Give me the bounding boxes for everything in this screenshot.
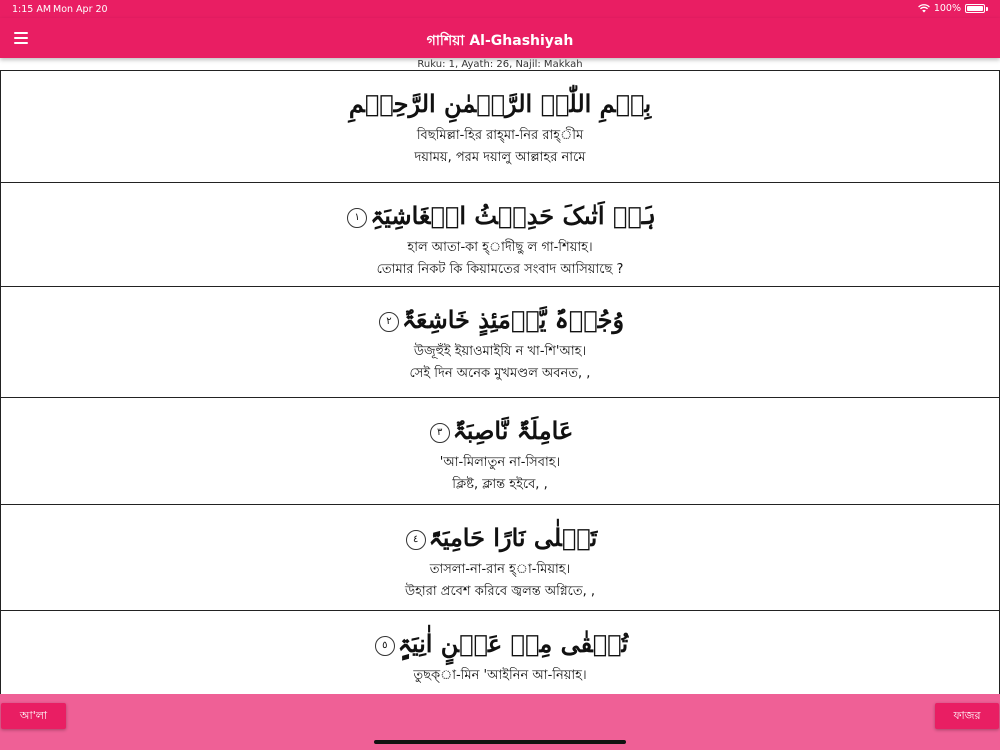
meaning: দয়াময়, পরম দয়ালু আল্লাহর নামে [414, 150, 586, 165]
arabic-text: تُسۡقٰی مِنۡ عَیۡنٍ اٰنِیَۃٍ٥ [1, 611, 999, 659]
next-surah-button[interactable]: ফাজর [935, 703, 999, 729]
status-time: 1:15 AM [12, 4, 52, 15]
battery-icon [965, 4, 985, 13]
surah-info: Ruku: 1, Ayath: 26, Najil: Makkah [417, 59, 583, 70]
meaning: তোমার নিকট কি কিয়ামতের সংবাদ আসিয়াছে ? [376, 262, 624, 277]
meaning: ক্লিষ্ট, ক্লান্ত হইবে, , [452, 477, 548, 492]
battery-percent: 100% [933, 3, 961, 14]
transliteration: 'আ-মিলাতুন না-সিবাহ। [439, 455, 561, 470]
transliteration: তাসলা-না-রান হ্‌া-মিয়াহ। [429, 562, 571, 577]
transliteration: হাল আতা-কা হ্‌াদীছু ল গা-শিয়াহ। [407, 240, 593, 255]
transliteration: বিছমিল্লা-হির রাহ্‌মা-নির রাহ্‌ীম [416, 128, 584, 143]
ayah-card[interactable] [0, 397, 1000, 504]
arabic-text: ہَلۡ اَتٰىکَ حَدِیۡثُ الۡغَاشِیَۃِ١ [1, 183, 999, 231]
previous-surah-button[interactable]: আ'লা [1, 703, 66, 729]
home-indicator[interactable] [374, 740, 626, 744]
arabic-text: تَصۡلٰی نَارًا حَامِیَۃً٤ [1, 505, 999, 553]
arabic-text: عَامِلَۃٌ نَّاصِبَۃٌ٣ [1, 398, 999, 446]
app-bar [0, 18, 1000, 58]
page-title: গাশিয়া Al-Ghashiyah [426, 33, 574, 49]
status-date: Mon Apr 20 [53, 4, 108, 15]
status-right [918, 3, 988, 14]
status-bar [0, 0, 1000, 18]
transliteration: তুছক্‌া-মিন 'আইনিন আ-নিয়াহ। [413, 668, 587, 683]
battery-tip [986, 7, 988, 11]
meaning [1, 687, 999, 694]
ayah-card[interactable] [0, 286, 1000, 397]
meaning: সেই দিন অনেক মুখমণ্ডল অবনত, , [409, 366, 591, 381]
ayah-end-icon: ١ [347, 208, 367, 228]
ayah-card[interactable] [0, 182, 1000, 286]
ayah-end-icon: ٤ [406, 530, 426, 550]
ayah-end-icon: ٥ [375, 636, 395, 656]
ayah-list[interactable] [0, 70, 1000, 694]
meaning: উহারা প্রবেশ করিবে জ্বলন্ত অগ্নিতে, , [404, 584, 596, 599]
ayah-card[interactable] [0, 610, 1000, 694]
arabic-text: بِسۡمِ اللّٰہِ الرَّحۡمٰنِ الرَّحِیۡمِ [348, 89, 652, 118]
arabic-text: وُجُوۡہٌ یَّوۡمَئِذٍ خَاشِعَۃٌ٢ [1, 287, 999, 335]
transliteration: উজূহুঁই ইয়াওমাইযি ন খা-শি'আহ। [413, 344, 587, 359]
wifi-icon [918, 4, 930, 13]
ayah-end-icon: ٣ [430, 423, 450, 443]
ayah-card[interactable] [0, 504, 1000, 610]
ayah-end-icon: ٢ [379, 312, 399, 332]
ayah-card[interactable] [0, 70, 1000, 182]
